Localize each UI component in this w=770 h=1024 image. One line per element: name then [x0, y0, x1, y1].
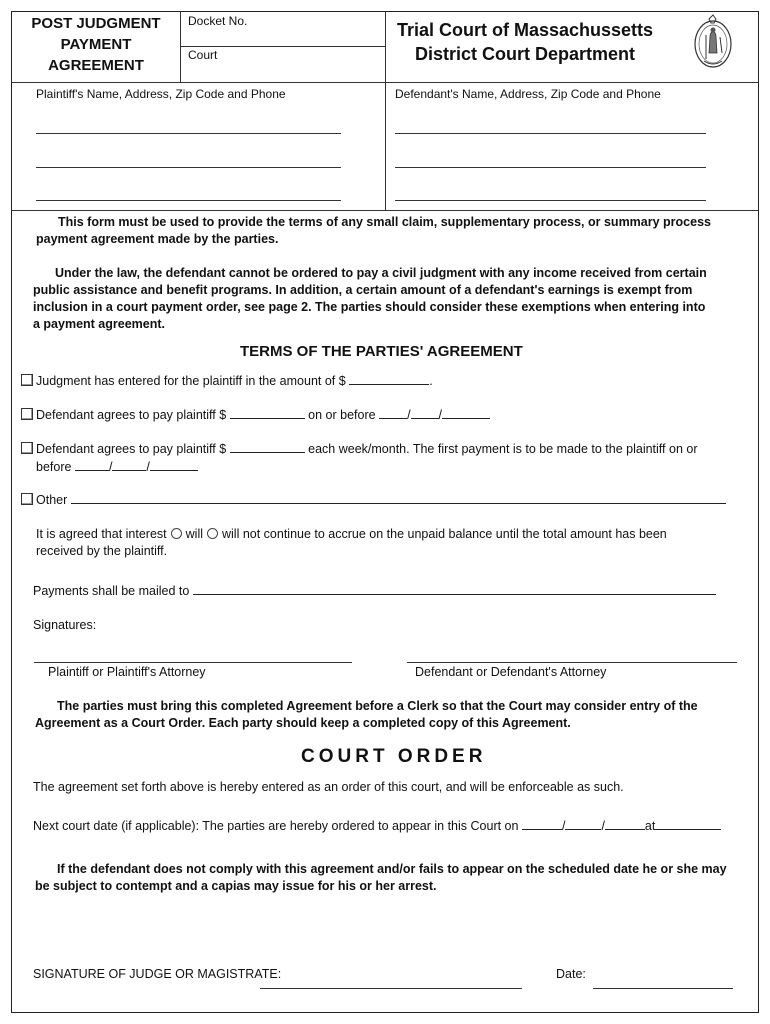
other-terms-field[interactable] — [71, 491, 726, 504]
interest-will-not-radio[interactable] — [207, 528, 218, 539]
lump-sum-day-field[interactable] — [411, 406, 439, 419]
court-label: Court — [188, 48, 218, 62]
on-or-before-text: on or before — [308, 408, 376, 422]
plaintiff-line-1[interactable] — [36, 133, 341, 134]
massachusetts-seal-icon — [692, 13, 734, 69]
form-title — [12, 12, 180, 82]
interest-will-radio[interactable] — [171, 528, 182, 539]
intro-p2-line3: inclusion in a court payment order, see page 2. The parties should consider these exemptions when entering into — [33, 300, 706, 314]
plaintiff-label: Plaintiff's Name, Address, Zip Code and Phone — [36, 87, 286, 101]
court-input[interactable] — [182, 62, 382, 80]
form-title-line3: AGREEMENT — [48, 57, 144, 74]
clerk-notice-line1: The parties must bring this completed Agreement before a Clerk so that the Court may consider entry of the — [57, 699, 698, 713]
date-label: Date: — [556, 967, 586, 981]
interest-text-b: will not continue to accrue on the unpaid balance until the total amount has been — [222, 527, 667, 541]
court-name-line1: Trial Court of Massachussetts — [396, 20, 654, 40]
next-date-day-field[interactable] — [565, 817, 601, 830]
next-date-year-field[interactable] — [605, 817, 645, 830]
court-name-line2: District Court Department — [414, 44, 636, 64]
judgment-amount-field[interactable] — [349, 372, 429, 385]
docket-input[interactable] — [182, 28, 382, 45]
installment-year-field[interactable] — [150, 458, 198, 471]
interest-text-c: received by the plaintiff. — [36, 544, 168, 558]
payments-mailed-label: Payments shall be mailed to — [33, 584, 190, 598]
judgment-checkbox[interactable] — [21, 374, 33, 386]
plaintiff-line-3[interactable] — [36, 200, 341, 201]
court-order-heading: COURT ORDER — [301, 746, 487, 767]
installment-text-b: each week/month. The first payment is to be made to the plaintiff on or — [308, 442, 698, 456]
intro-paragraph-1 — [36, 214, 756, 248]
interest-will-label: will — [185, 527, 203, 541]
header-divider-1 — [180, 12, 181, 82]
intro-p1-line2: payment agreement made by the parties. — [36, 232, 279, 246]
intro-p2-line1: Under the law, the defendant cannot be ordered to pay a civil judgment with any income received from certain — [55, 266, 707, 280]
next-date-text: Next court date (if applicable): The parties are hereby ordered to appear in this Court on — [33, 819, 519, 833]
option-installment-text: Defendant agrees to pay plaintiff $ — [36, 442, 227, 456]
judge-signature-line[interactable] — [260, 988, 522, 989]
form-title-line1: POST JUDGMENT — [31, 15, 161, 32]
defendant-line-3[interactable] — [395, 200, 706, 201]
at-label: at — [644, 819, 656, 833]
form-title-line2: PAYMENT — [60, 36, 132, 53]
option-lump-sum: Defendant agrees to pay plaintiff $ on or before / / — [36, 406, 490, 424]
defendant-signature-line[interactable] — [407, 662, 737, 663]
option-judgment: Judgment has entered for the plaintiff in the amount of $ . — [36, 374, 433, 388]
installment-checkbox[interactable] — [21, 442, 33, 454]
lump-sum-amount-field[interactable] — [230, 406, 305, 419]
installment-before-text: before — [36, 460, 72, 474]
warning-line1: If the defendant does not comply with this agreement and/or fails to appear on the scheduled date he or she may — [57, 862, 727, 876]
clerk-notice — [35, 698, 757, 732]
order-date-line[interactable] — [593, 988, 733, 989]
plaintiff-signature-label: Plaintiff or Plaintiff's Attorney — [48, 665, 206, 679]
lump-sum-month-field[interactable] — [379, 406, 407, 419]
option-other — [36, 491, 726, 509]
installment-day-field[interactable] — [112, 458, 146, 471]
payments-mailed — [33, 582, 716, 600]
plaintiff-signature-line[interactable] — [34, 662, 352, 663]
warning-line2: be subject to contempt and a capias may issue for his or her arrest. — [35, 879, 437, 893]
header-bottom-line — [12, 82, 759, 83]
installment-month-field[interactable] — [75, 458, 109, 471]
next-date-month-field[interactable] — [522, 817, 562, 830]
terms-heading: TERMS OF THE PARTIES' AGREEMENT — [240, 343, 523, 360]
intro-paragraph-2 — [33, 265, 758, 333]
plaintiff-line-2[interactable] — [36, 167, 341, 168]
other-checkbox[interactable] — [21, 493, 33, 505]
interest-clause — [36, 526, 756, 560]
lump-sum-checkbox[interactable] — [21, 408, 33, 420]
option-other-text: Other — [36, 493, 68, 507]
parties-bottom-line — [12, 210, 759, 211]
installment-amount-field[interactable] — [230, 440, 305, 453]
judge-signature-label: SIGNATURE OF JUDGE OR MAGISTRATE: — [33, 967, 282, 981]
contempt-warning — [35, 861, 760, 895]
intro-p2-line4: a payment agreement. — [33, 317, 165, 331]
option-lump-sum-text: Defendant agrees to pay plaintiff $ — [36, 408, 227, 422]
defendant-label: Defendant's Name, Address, Zip Code and Phone — [395, 87, 661, 101]
payments-mailed-field[interactable] — [193, 582, 716, 595]
intro-p2-line2: public assistance and benefit programs. In addition, a certain amount of a defendant's earnings is exempt from — [33, 283, 693, 297]
clerk-notice-line2: Agreement as a Court Order. Each party should keep a completed copy of this Agreement. — [35, 716, 571, 730]
court-name — [385, 18, 665, 66]
defendant-line-2[interactable] — [395, 167, 706, 168]
defendant-line-1[interactable] — [395, 133, 706, 134]
lump-sum-year-field[interactable] — [442, 406, 490, 419]
interest-text-a: It is agreed that interest — [36, 527, 167, 541]
option-installment: Defendant agrees to pay plaintiff $ each week/month. The first payment is to be made to the plaintiff on or before / / — [36, 442, 698, 474]
option-judgment-text: Judgment has entered for the plaintiff in the amount of $ — [36, 374, 346, 388]
defendant-signature-label: Defendant or Defendant's Attorney — [415, 665, 607, 679]
order-entered-text: The agreement set forth above is hereby entered as an order of this court, and will be enforceable as such. — [33, 780, 624, 794]
signatures-label: Signatures: — [33, 618, 97, 632]
intro-p1-line1: This form must be used to provide the terms of any small claim, supplementary process, or summary process — [58, 215, 711, 229]
docket-court-divider — [180, 46, 385, 47]
next-date-time-field[interactable] — [655, 817, 721, 830]
docket-label: Docket No. — [188, 14, 248, 28]
next-court-date: Next court date (if applicable): The parties are hereby ordered to appear in this Court on / / at — [33, 817, 721, 835]
